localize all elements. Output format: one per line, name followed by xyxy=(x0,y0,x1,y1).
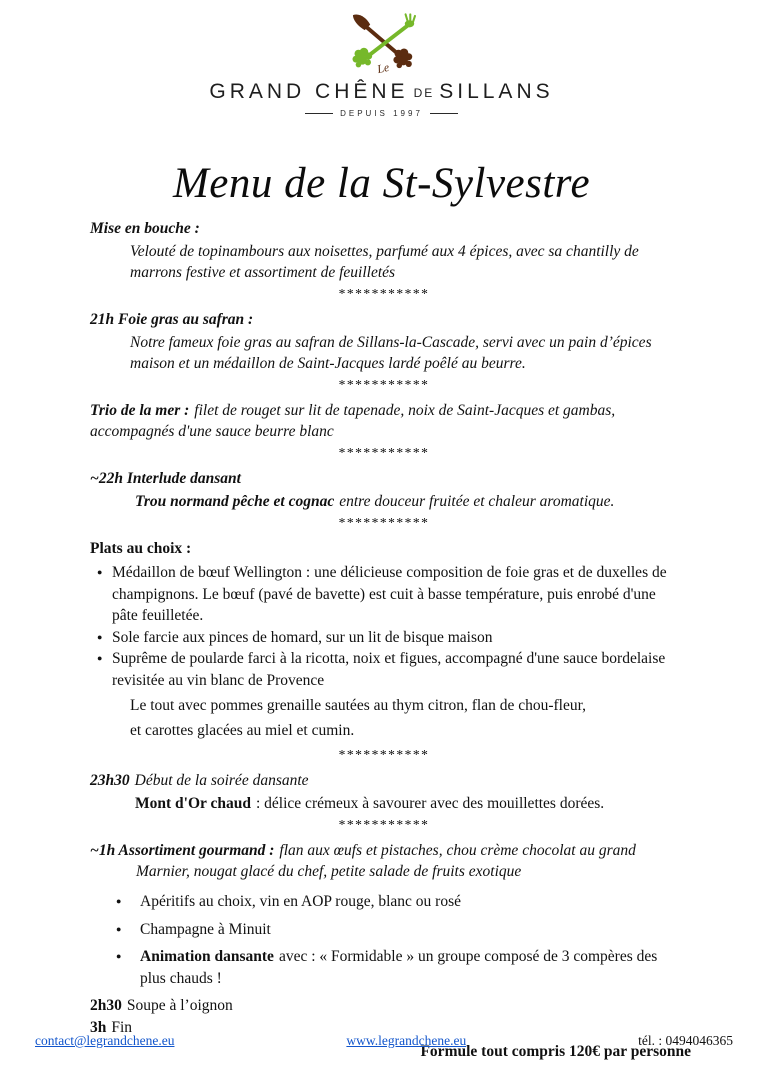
bullet-icon: ● xyxy=(116,896,122,906)
tagline-dash-left xyxy=(305,113,333,114)
section-interlude xyxy=(90,468,678,512)
section-assortiment-gourmand xyxy=(90,840,678,882)
interlude-lead: Trou normand pêche et cognac xyxy=(135,493,335,510)
menu-bullet-item: ● Suprême de poularde farci à la ricotta, noix et figues, accompagné d'une sauce bordelaise revisitée au vin blanc de Provence xyxy=(97,650,666,689)
brand-tagline: DEPUIS 1997 xyxy=(0,109,763,118)
section-body: flan aux œufs et pistaches, chou crème chocolat au grand Marnier, nougat glacé du chef, petite salade de fruits exotique xyxy=(136,842,636,880)
section-lead: ~1h Assortiment gourmand : xyxy=(90,842,275,859)
section-heading: 23h30 Début de la soirée dansante xyxy=(90,772,309,789)
schedule-time: 2h30 xyxy=(90,997,122,1014)
plats-list xyxy=(90,562,678,691)
menu-bullet-item: ● Médaillon de bœuf Wellington : une délicieuse composition de foie gras et de duxelles de champignons. Le bœuf (pavé de bavette) est cuit à basse température, puis enrobé d'une pâte feuilletée. xyxy=(97,564,667,624)
separator: *********** xyxy=(338,515,430,530)
separator: *********** xyxy=(338,747,430,762)
menu-bullet-item: ● Apéritifs au choix, vin en AOP rouge, blanc ou rosé xyxy=(90,891,678,913)
logo-icon xyxy=(334,12,430,78)
brand-le-script: Le xyxy=(375,60,390,77)
schedule-line-fin: 3h Fin xyxy=(90,1019,133,1036)
footer xyxy=(0,1033,763,1049)
section-heading: Mise en bouche : xyxy=(90,220,200,237)
section-body: Notre fameux foie gras au safran de Sillans-la-Cascade, servi avec un pain d’épices maison et un médaillon de Saint-Jacques lardé poêlé au beurre. xyxy=(130,334,652,372)
extras-list xyxy=(90,891,678,989)
section-body: Velouté de topinambours aux noisettes, parfumé aux 4 épices, avec sa chantilly de marrons festive et assortiment de feuilletés xyxy=(130,243,639,281)
bullet-icon: ● xyxy=(116,951,122,961)
separator: *********** xyxy=(338,286,430,301)
price-line: Formule tout compris 120€ par personne xyxy=(420,1043,691,1060)
bullet-icon: ● xyxy=(97,567,103,577)
separator: *********** xyxy=(338,445,430,460)
section-heading: 21h Foie gras au safran : xyxy=(90,311,254,328)
section-plats-au-choix xyxy=(90,538,678,741)
section-body: Trou normand pêche et cognac entre douceur fruitée et chaleur aromatique. xyxy=(135,493,615,510)
page-title: Menu de la St-Sylvestre xyxy=(172,160,591,207)
separator: *********** xyxy=(338,817,430,832)
soiree-time: 23h30 xyxy=(90,772,130,789)
section-lead: Trio de la mer : xyxy=(90,402,190,419)
section-mise-en-bouche xyxy=(90,218,678,283)
section-heading: ~22h Interlude dansant xyxy=(90,470,241,487)
oak-leaf-brown-icon xyxy=(393,49,412,69)
bullet-icon: ● xyxy=(97,653,103,663)
bullet-icon: ● xyxy=(116,923,122,934)
soiree-lead: Mont d'Or chaud xyxy=(135,795,251,812)
animation-lead: Animation dansante xyxy=(140,948,274,965)
menu-bullet-item: ● Sole farcie aux pinces de homard, sur un lit de bisque maison xyxy=(90,627,678,649)
website-link[interactable]: www.legrandchene.eu xyxy=(346,1033,467,1048)
menu-content xyxy=(0,210,763,1062)
section-foie-gras xyxy=(90,309,678,374)
bullet-icon: ● xyxy=(97,631,103,642)
section-body: filet de rouget sur lit de tapenade, noix de Saint-Jacques et gambas, accompagnés d'une sauce beurre blanc xyxy=(90,402,616,440)
schedule-time: 3h xyxy=(90,1019,107,1036)
oak-leaf-green-icon xyxy=(352,48,372,68)
separator: *********** xyxy=(338,377,430,392)
plats-note-line2: et carottes glacées au miel et cumin. xyxy=(130,722,355,739)
menu-bullet-item: ● Champagne à Minuit xyxy=(90,919,678,941)
phone-number: tél. : 0494046365 xyxy=(638,1033,733,1048)
plats-note-line1: Le tout avec pommes grenaille sautées au thym citron, flan de chou-fleur, xyxy=(130,697,587,714)
section-heading: Plats au choix : xyxy=(90,540,192,557)
section-body: Mont d'Or chaud : délice crémeux à savourer avec des mouillettes dorées. xyxy=(135,795,605,812)
restaurant-logo xyxy=(0,0,763,118)
tagline-dash-right xyxy=(430,113,458,114)
section-soiree-dansante xyxy=(90,770,678,814)
brand-name: GRAND CHÊNE DE SILLANS xyxy=(209,80,554,103)
schedule-line-soupe: 2h30 Soupe à l’oignon xyxy=(90,997,233,1014)
menu-bullet-item: ● Animation dansante avec : « Formidable » un groupe composé de 3 compères des plus chauds ! xyxy=(116,948,658,987)
section-trio-de-la-mer xyxy=(90,400,678,442)
email-link[interactable]: contact@legrandchene.eu xyxy=(35,1033,175,1048)
